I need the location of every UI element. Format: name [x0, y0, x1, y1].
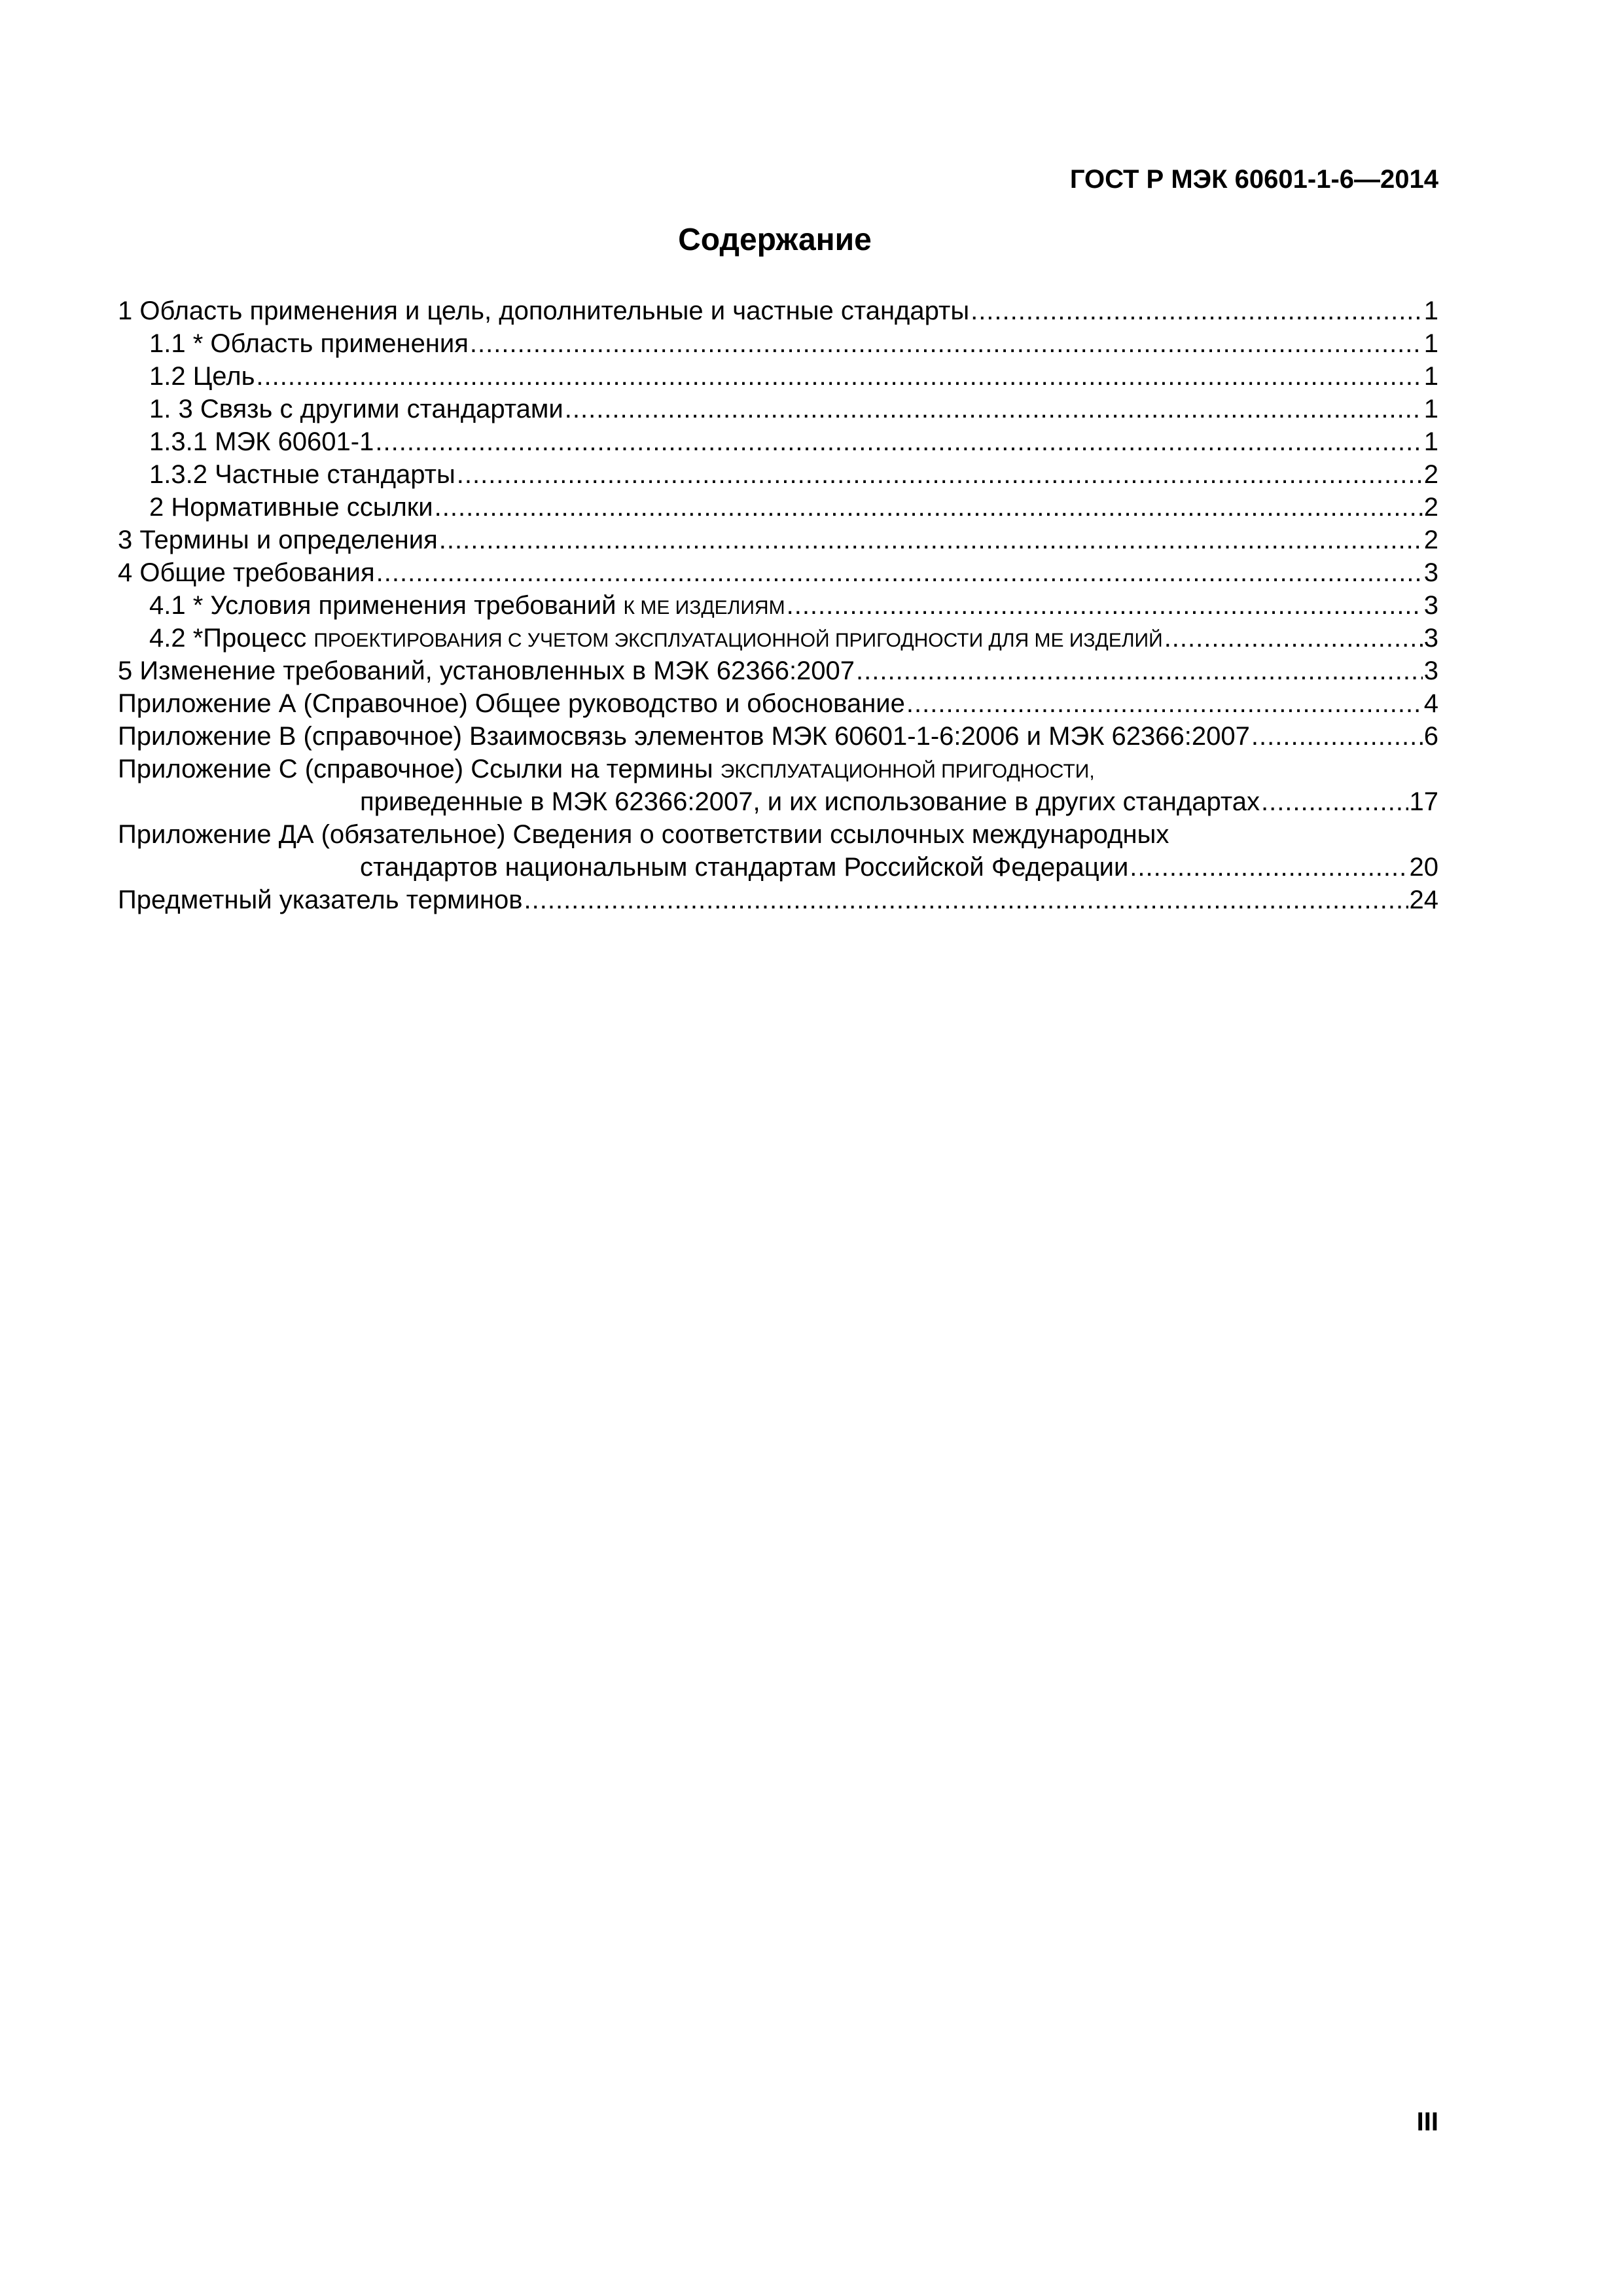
toc-leader-dots	[906, 687, 1423, 720]
toc-entry[interactable]	[118, 556, 1438, 589]
toc-entry-title: 1.3.2 Частные стандарты	[149, 460, 455, 489]
toc-entry-title-part: 4.1 * Условия применения требований	[149, 591, 624, 620]
toc-page-number: 1	[1423, 395, 1438, 423]
toc-page-number: 20	[1409, 853, 1438, 882]
toc-entry-title-continued: стандартов национальным стандартам Российской Федерации	[360, 853, 1129, 882]
toc-leader-dots	[971, 295, 1423, 327]
toc-page-number: 17	[1409, 787, 1438, 816]
toc-entry-title-part: 4.2 *Процесс	[149, 624, 314, 653]
toc-entry-title	[118, 753, 1095, 788]
toc-leader-dots	[1261, 785, 1408, 818]
toc-page-number: 2	[1423, 526, 1438, 554]
toc-entry[interactable]	[118, 295, 1438, 327]
toc-entry-title: 4 Общие требования	[118, 558, 375, 587]
toc-leader-dots	[439, 524, 1423, 556]
toc-entry-title: 1 Область применения и цель, дополнительные и частные стандарты	[118, 296, 970, 325]
toc-entry[interactable]	[118, 655, 1438, 687]
toc-leader-dots	[856, 655, 1423, 687]
toc-leader-dots	[565, 393, 1423, 425]
toc-leader-dots	[787, 589, 1423, 622]
toc-entry[interactable]	[118, 687, 1438, 720]
toc-entry-title-part: Приложение С (справочное) Ссылки на термины	[118, 755, 721, 783]
toc-leader-dots	[1164, 622, 1423, 655]
toc-page-number: 2	[1423, 493, 1438, 522]
toc-entry-title: 1.2 Цель	[149, 362, 255, 391]
toc-page-number: 3	[1423, 656, 1438, 685]
toc-entry[interactable]	[118, 327, 1438, 360]
toc-leader-dots	[1251, 720, 1423, 753]
toc-entry-title	[149, 622, 1163, 657]
toc-page-number: 4	[1423, 689, 1438, 718]
toc-entry-term: К МЕ ИЗДЕЛИЯМ	[623, 597, 785, 619]
toc-title: Содержание	[678, 223, 872, 257]
toc-entry-title	[149, 589, 785, 624]
table-of-contents	[118, 295, 1438, 916]
toc-page-number: 3	[1423, 558, 1438, 587]
toc-page-number: 24	[1409, 886, 1438, 914]
toc-entry-term: ЭКСПЛУАТАЦИОННОЙ ПРИГОДНОСТИ,	[720, 761, 1095, 782]
toc-entry-title: Приложение ДА (обязательное) Сведения о соответствии ссылочных международных	[118, 820, 1169, 849]
toc-page-number: 1	[1423, 362, 1438, 391]
page-number: III	[1416, 2108, 1438, 2136]
toc-leader-dots	[256, 360, 1422, 393]
toc-entry[interactable]	[118, 458, 1438, 491]
toc-page-number: 2	[1423, 460, 1438, 489]
toc-leader-dots	[376, 556, 1423, 589]
toc-entry[interactable]	[118, 720, 1438, 753]
toc-entry-title: 1.1 * Область применения	[149, 329, 469, 358]
toc-page-number: 1	[1423, 329, 1438, 358]
toc-entry-term: ПРОЕКТИРОВАНИЯ С УЧЕТОМ ЭКСПЛУАТАЦИОННОЙ ПРИГОДНОСТИ ДЛЯ МЕ ИЗДЕЛИЙ	[313, 630, 1163, 651]
toc-entry-title: 5 Изменение требований, установленных в МЭК 62366:2007	[118, 656, 855, 685]
toc-page-number: 1	[1423, 296, 1438, 325]
toc-leader-dots	[524, 884, 1408, 916]
toc-entry[interactable]	[118, 818, 1438, 884]
toc-page-number: 3	[1423, 624, 1438, 653]
toc-entry[interactable]	[118, 393, 1438, 425]
toc-entry-title: 2 Нормативные ссылки	[149, 493, 433, 522]
toc-entry-title: Предметный указатель терминов	[118, 886, 523, 914]
toc-entry[interactable]	[118, 753, 1438, 818]
toc-entry[interactable]	[118, 524, 1438, 556]
toc-entry[interactable]	[118, 491, 1438, 524]
toc-entry[interactable]	[118, 884, 1438, 916]
toc-page-number: 1	[1423, 427, 1438, 456]
toc-leader-dots	[457, 458, 1423, 491]
toc-leader-dots	[470, 327, 1423, 360]
toc-entry[interactable]	[118, 360, 1438, 393]
toc-leader-dots	[1130, 851, 1408, 884]
toc-leader-dots	[375, 425, 1422, 458]
toc-entry-title-continued: приведенные в МЭК 62366:2007, и их использование в других стандартах	[360, 787, 1260, 816]
toc-page-number: 3	[1423, 591, 1438, 620]
toc-leader-dots	[435, 491, 1423, 524]
toc-entry[interactable]	[118, 622, 1438, 655]
toc-page-number: 6	[1423, 722, 1438, 751]
toc-entry-title: 3 Термины и определения	[118, 526, 438, 554]
toc-entry[interactable]	[118, 425, 1438, 458]
toc-entry[interactable]	[118, 589, 1438, 622]
toc-entry-title: Приложение В (справочное) Взаимосвязь элементов МЭК 60601-1-6:2006 и МЭК 62366:2007	[118, 722, 1250, 751]
toc-entry-title: 1.3.1 МЭК 60601-1	[149, 427, 374, 456]
toc-entry-title: Приложение А (Справочное) Общее руководство и обоснование	[118, 689, 905, 718]
toc-entry-title: 1. 3 Связь с другими стандартами	[149, 395, 563, 423]
document-designation: ГОСТ Р МЭК 60601-1-6—2014	[1069, 165, 1438, 194]
